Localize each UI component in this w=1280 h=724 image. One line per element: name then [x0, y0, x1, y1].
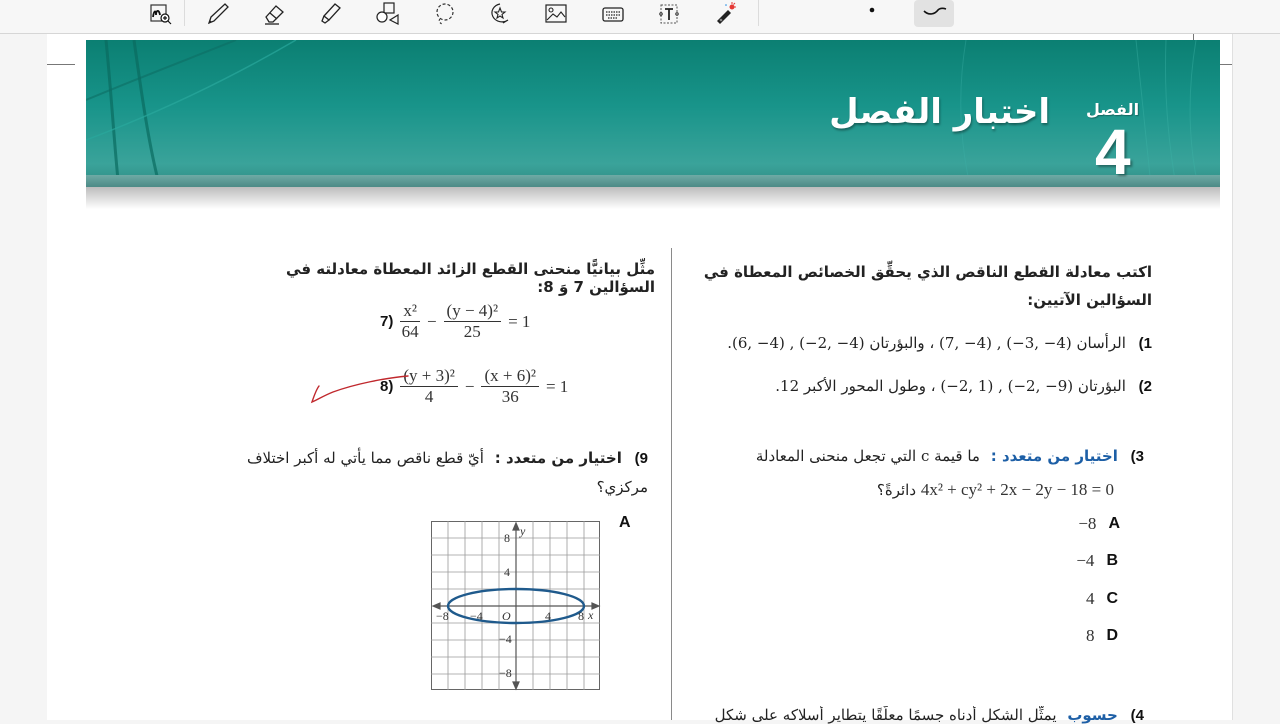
left-gutter — [0, 34, 48, 720]
sticker-button[interactable] — [485, 0, 515, 28]
numerator: (x + 6)² — [481, 367, 539, 387]
question-1 — [700, 334, 1152, 352]
numerator: (y + 3)² — [400, 367, 458, 387]
y-axis-label: y — [520, 524, 526, 538]
laser-pointer-button[interactable] — [710, 0, 740, 28]
banner-strip — [86, 175, 1220, 187]
question-8 — [380, 367, 650, 406]
denominator: 64 — [401, 322, 419, 341]
hyperbola-equation-8: $\frac{\text{(y + 3)²}}{4}$ − $\frac{\text{(x + 6)²}}{36}$ = 1 — [397, 367, 568, 406]
option-value: −4 — [1076, 551, 1095, 570]
question-number: 4) — [1130, 707, 1144, 724]
option-letter: C — [1106, 590, 1118, 607]
stroke-style-smooth[interactable] — [914, 0, 954, 27]
ink-to-text-icon — [149, 2, 173, 26]
x-axis-label: x — [588, 608, 594, 622]
numerator: (y − 4)² — [444, 302, 502, 322]
text-box-icon — [657, 2, 681, 26]
option-d[interactable] — [1086, 626, 1118, 646]
x-tick-8: 8 — [578, 609, 584, 623]
lasso-select-icon — [432, 2, 456, 26]
chapter-number: 4 — [1095, 116, 1131, 188]
text-box-button[interactable] — [654, 0, 684, 28]
banner-shadow — [86, 187, 1220, 209]
section-instructions-graph: مثِّل بيانيًّا منحنى القطع الزائد المعطاة معادلته في السؤالين 7 وَ 8: — [286, 260, 655, 296]
laser-pointer-icon — [713, 2, 737, 26]
question-2 — [700, 377, 1152, 395]
question-number: 2) — [1138, 378, 1152, 395]
pen-icon — [206, 2, 230, 26]
drawing-toolbar — [0, 0, 1280, 34]
multiple-choice-label: اختيار من متعدد : — [494, 449, 622, 467]
crop-mark — [47, 64, 75, 65]
question-text: الرأسان (4− ,3−) , (4− ,7) ، والبؤرتان (4− ,2−) , (4− ,6). — [727, 334, 1126, 352]
page-title: اختبار الفصل — [829, 92, 1050, 132]
equation: 4x² + cy² + 2x − 2y − 18 = 0 — [920, 480, 1114, 499]
question-text: ما قيمة c التي تجعل منحنى المعادلة — [755, 447, 980, 465]
option-letter: A — [1108, 515, 1120, 532]
option-a-letter[interactable]: A — [619, 514, 631, 531]
option-value: 8 — [1085, 626, 1095, 645]
denominator: 36 — [501, 387, 519, 406]
question-4 — [700, 706, 1144, 724]
eraser-icon — [262, 2, 286, 26]
lasso-select-button[interactable] — [429, 0, 459, 28]
chapter-label: الفصل — [1086, 100, 1140, 119]
keyboard-icon — [601, 2, 625, 26]
question-9 — [230, 444, 648, 501]
section-instructions: اكتب معادلة القطع الناقص الذي يحقِّق الخصائص المعطاة في السؤالين الآتيين: — [703, 263, 1152, 309]
question-number: 1) — [1138, 335, 1152, 352]
sticker-icon — [488, 2, 512, 26]
option-b[interactable] — [1076, 551, 1118, 571]
stroke-size-dot[interactable] — [857, 0, 887, 28]
y-tick-4: 4 — [504, 565, 510, 579]
option-letter: D — [1106, 627, 1118, 644]
dot-size-icon — [860, 2, 884, 26]
y-tick-neg8: −8 — [499, 666, 512, 680]
question-number: (7 — [380, 313, 394, 330]
question-text: البؤرتان (9− ,2−) , (1 ,2−) ، وطول المحور الأكبر 12. — [775, 377, 1126, 395]
ink-to-text-button[interactable] — [146, 0, 176, 28]
denominator: 4 — [424, 387, 434, 406]
denominator: 25 — [463, 322, 481, 341]
smooth-stroke-icon — [920, 2, 948, 26]
shapes-button[interactable] — [372, 0, 402, 28]
y-tick-8: 8 — [504, 531, 510, 545]
question-3 — [700, 447, 1144, 465]
question-label: حسوب — [1067, 706, 1118, 724]
question-7 — [380, 302, 650, 341]
equation-suffix: دائرةً؟ — [876, 481, 917, 499]
option-value: −8 — [1078, 514, 1097, 533]
question-number: 3) — [1130, 448, 1144, 465]
y-tick-neg4: −4 — [499, 632, 512, 646]
question-text: أيّ قطع ناقص مما يأتي له أكبر اختلاف مركزي؟ — [247, 449, 648, 496]
option-a[interactable] — [1078, 514, 1120, 534]
column-divider — [671, 248, 672, 720]
question-text: يمثِّل الشكل أدناه جسمًا معلّقًا يتطاير أسلاكه على شكل — [714, 706, 1057, 724]
multiple-choice-label: اختيار من متعدد : — [990, 447, 1118, 465]
question-3-equation — [700, 480, 1114, 500]
option-value: 4 — [1085, 589, 1095, 608]
hyperbola-equation-7: $\frac{\text{x²}}{64}$ − $\frac{\text{(y − 4)²}}{25}$ = 1 — [401, 301, 531, 341]
option-c[interactable] — [1086, 589, 1118, 609]
x-tick-neg8: −8 — [436, 609, 449, 623]
numerator: x² — [400, 302, 420, 322]
ellipse-graph-a — [431, 521, 601, 691]
origin-label: O — [502, 609, 511, 623]
image-icon — [544, 2, 568, 26]
right-gutter — [1232, 34, 1280, 720]
question-number: 9) — [634, 450, 648, 467]
rhs: = 1 — [545, 376, 569, 396]
pen-button[interactable] — [203, 0, 233, 28]
x-tick-4: 4 — [545, 609, 551, 623]
image-button[interactable] — [541, 0, 571, 28]
highlighter-button[interactable] — [315, 0, 345, 28]
shapes-icon — [375, 2, 399, 26]
x-tick-neg4: −4 — [470, 609, 483, 623]
option-letter: B — [1106, 552, 1118, 569]
eraser-button[interactable] — [259, 0, 289, 28]
keyboard-button[interactable] — [598, 0, 628, 28]
rhs: = 1 — [508, 311, 531, 331]
highlighter-icon — [318, 2, 342, 26]
ink-annotation[interactable] — [305, 370, 415, 410]
question-number: (8 — [380, 378, 394, 395]
